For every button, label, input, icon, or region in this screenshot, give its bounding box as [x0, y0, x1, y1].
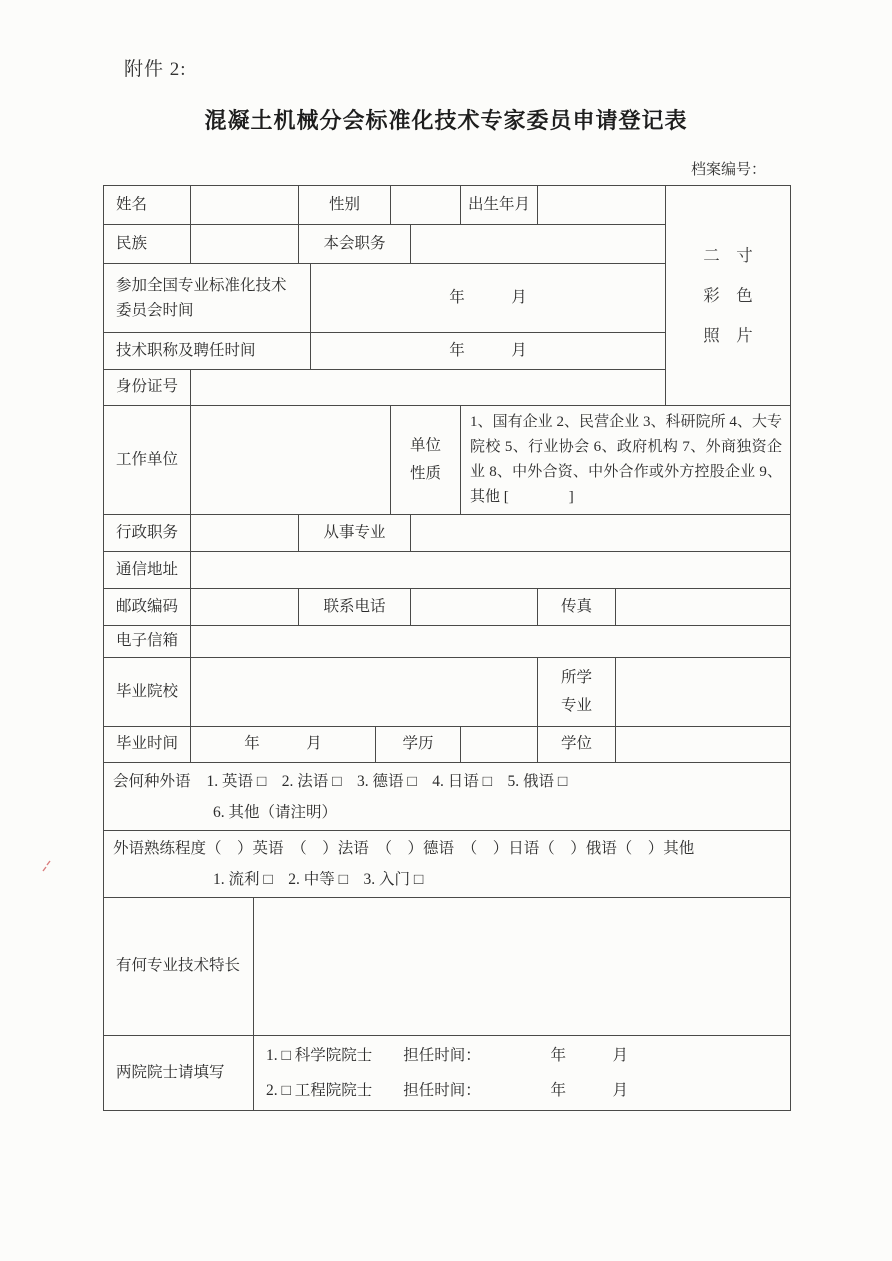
- phone-value-cell: [411, 589, 538, 626]
- table-row: [104, 552, 791, 589]
- table-row: [104, 626, 791, 658]
- academician-label: 两院院士请填写: [104, 1036, 254, 1111]
- postcode-label: 邮政编码: [104, 589, 191, 626]
- profession-label: 从事专业: [299, 515, 411, 552]
- birthdate-label: 出生年月: [461, 186, 538, 225]
- proficiency-label: 外语熟练程度: [113, 840, 207, 857]
- work-unit-label: 工作单位: [104, 406, 191, 515]
- unit-type-label: [391, 406, 461, 515]
- committee-time-label-line1: 参加全国专业标准化技术: [116, 277, 287, 294]
- id-number-value-cell: [191, 370, 666, 406]
- gender-value-cell: [391, 186, 461, 225]
- proficiency-cell: [104, 831, 791, 898]
- ethnicity-value-cell: [191, 225, 299, 264]
- photo-note-line: 彩 色: [703, 285, 753, 305]
- degree-label: 学位: [538, 727, 616, 763]
- languages-cell: [104, 763, 791, 831]
- committee-time-label: [104, 264, 311, 333]
- education-label: 学历: [376, 727, 461, 763]
- major-value-cell: [616, 658, 791, 727]
- email-label: 电子信箱: [104, 626, 191, 658]
- attachment-label: 附件 2:: [124, 59, 187, 80]
- unit-type-label-line2: 性质: [410, 465, 442, 482]
- table-row: [104, 406, 791, 515]
- photo-note-line: 二 寸: [703, 245, 753, 265]
- committee-time-label-line2: 委员会时间: [116, 302, 194, 319]
- name-label: 姓名: [104, 186, 191, 225]
- major-label-line1: 所学: [561, 669, 593, 686]
- table-row: [104, 186, 791, 225]
- major-label-line2: 专业: [561, 697, 593, 714]
- graduation-time-value-cell: 年 月: [191, 727, 376, 763]
- postcode-value-cell: [191, 589, 299, 626]
- education-value-cell: [461, 727, 538, 763]
- birthdate-value-cell: [538, 186, 666, 225]
- scan-artifact-mark: [40, 858, 54, 874]
- committee-time-value-cell: 年 月: [311, 264, 666, 333]
- address-label: 通信地址: [104, 552, 191, 589]
- table-row: [104, 898, 791, 1036]
- fax-label: 传真: [538, 589, 616, 626]
- title-appointment-value-cell: 年 月: [311, 333, 666, 370]
- proficiency-options-line2: 1. 流利 □ 2. 中等 □ 3. 入门 □: [213, 871, 424, 888]
- phone-label: 联系电话: [299, 589, 411, 626]
- table-row: [104, 658, 791, 727]
- academician-line1: 1. □ 科学院院士 担任时间： 年 月: [266, 1047, 628, 1064]
- admin-post-value-cell: [191, 515, 299, 552]
- gender-label: 性别: [299, 186, 391, 225]
- school-label: 毕业院校: [104, 658, 191, 727]
- archive-number-label: 档案编号：: [690, 162, 766, 178]
- address-value-cell: [191, 552, 791, 589]
- unit-type-options: 1、国有企业 2、民营企业 3、科研院所 4、大专院校 5、行业协会 6、政府机构 7、外商独资企业 8、中外合资、中外合作或外方控股企业 9、其他 [ ]: [461, 406, 791, 515]
- id-number-label: 身份证号: [104, 370, 191, 406]
- association-post-value-cell: [411, 225, 666, 264]
- fax-value-cell: [616, 589, 791, 626]
- photo-box: [666, 186, 791, 406]
- photo-note-line: 照 片: [703, 325, 753, 345]
- specialty-label: 有何专业技术特长: [104, 898, 254, 1036]
- table-row: [104, 1036, 791, 1111]
- major-label: [538, 658, 616, 727]
- unit-type-label-line1: 单位: [410, 437, 442, 454]
- table-row: [104, 763, 791, 831]
- specialty-value-cell: [254, 898, 791, 1036]
- table-row: [104, 515, 791, 552]
- academician-line2: 2. □ 工程院院士 担任时间： 年 月: [266, 1082, 628, 1099]
- languages-options-line2: 6. 其他（请注明）: [213, 803, 338, 821]
- graduation-time-label: 毕业时间: [104, 727, 191, 763]
- languages-options-line1: 1. 英语 □ 2. 法语 □ 3. 德语 □ 4. 日语 □ 5. 俄语 □: [206, 772, 568, 790]
- page-title: 混凝土机械分会标准化技术专家委员申请登记表: [204, 108, 688, 133]
- admin-post-label: 行政职务: [104, 515, 191, 552]
- academician-content-cell: [254, 1036, 791, 1111]
- profession-value-cell: [411, 515, 791, 552]
- title-appointment-label: 技术职称及聘任时间: [104, 333, 311, 370]
- ethnicity-label: 民族: [104, 225, 191, 264]
- registration-form-table: [103, 185, 791, 1111]
- association-post-label: 本会职务: [299, 225, 411, 264]
- table-row: [104, 589, 791, 626]
- name-value-cell: [191, 186, 299, 225]
- email-value-cell: [191, 626, 791, 658]
- degree-value-cell: [616, 727, 791, 763]
- table-row: [104, 727, 791, 763]
- table-row: [104, 831, 791, 898]
- proficiency-options-line1: （ ）英语 （ ）法语 （ ）德语 （ ）日语（ ）俄语（ ）其他: [206, 840, 695, 857]
- school-value-cell: [191, 658, 538, 727]
- work-unit-value-cell: [191, 406, 391, 515]
- languages-label: 会何种外语: [113, 772, 191, 790]
